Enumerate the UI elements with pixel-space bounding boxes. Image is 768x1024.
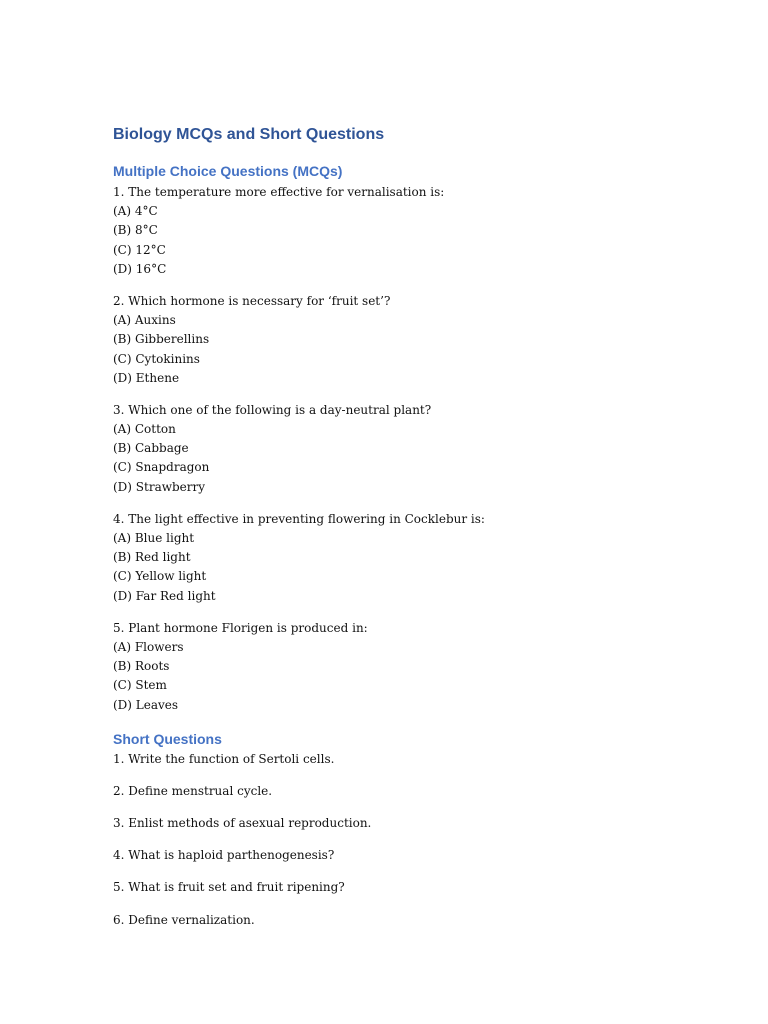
mcq-option-d: (D) Leaves [113, 697, 179, 712]
mcq-item-4 [113, 510, 713, 606]
mcq-option-a: (A) Auxins [113, 313, 176, 328]
mcq-option-a: (A) Cotton [113, 422, 176, 437]
mcq-question: 2. Which hormone is necessary for ‘fruit set’? [113, 293, 391, 308]
mcq-option-c: (C) Yellow light [113, 569, 207, 584]
mcq-option-d: (D) 16°C [113, 261, 167, 276]
short-question-item: 1. Write the function of Sertoli cells. [113, 751, 335, 766]
mcq-option-c: (C) Snapdragon [113, 460, 210, 475]
mcq-item-2 [113, 292, 713, 388]
document-page [113, 124, 713, 943]
mcq-option-d: (D) Strawberry [113, 479, 206, 494]
mcq-option-a: (A) Blue light [113, 531, 195, 545]
mcq-option-c: (C) Cytokinins [113, 351, 200, 366]
mcq-item-3 [113, 401, 713, 497]
short-question-item: 3. Enlist methods of asexual reproduction. [113, 816, 372, 831]
mcq-option-d: (D) Far Red light [113, 588, 216, 603]
mcq-question: 3. Which one of the following is a day-neutral plant? [113, 402, 432, 417]
short-questions-list [113, 750, 713, 930]
mcq-item-5 [113, 619, 713, 715]
mcq-option-a: (A) Flowers [113, 639, 184, 654]
mcq-option-d: (D) Ethene [113, 370, 180, 385]
mcq-option-b: (B) Cabbage [113, 441, 189, 456]
mcq-question: 5. Plant hormone Florigen is produced in: [113, 620, 368, 635]
mcq-option-a: (A) 4°C [113, 204, 158, 219]
mcq-option-b: (B) 8°C [113, 223, 158, 238]
mcq-question: 1. The temperature more effective for vernalisation is: [113, 185, 445, 199]
short-question-item: 4. What is haploid parthenogenesis? [113, 848, 335, 863]
mcq-option-c: (C) Stem [113, 678, 167, 693]
mcq-list [113, 183, 713, 715]
short-questions-heading: Short Questions [113, 730, 222, 747]
mcq-option-c: (C) 12°C [113, 242, 166, 257]
document-title: Biology MCQs and Short Questions [113, 126, 385, 143]
mcq-option-b: (B) Roots [113, 659, 170, 674]
mcq-option-b: (B) Red light [113, 550, 191, 565]
short-question-item: 2. Define menstrual cycle. [113, 783, 273, 798]
mcq-section-heading: Multiple Choice Questions (MCQs) [113, 163, 343, 179]
mcq-question: 4. The light effective in preventing flowering in Cocklebur is: [113, 511, 485, 526]
mcq-item-1 [113, 183, 713, 279]
short-question-item: 5. What is fruit set and fruit ripening? [113, 880, 345, 895]
short-question-item: 6. Define vernalization. [113, 912, 255, 927]
mcq-option-b: (B) Gibberellins [113, 332, 210, 347]
